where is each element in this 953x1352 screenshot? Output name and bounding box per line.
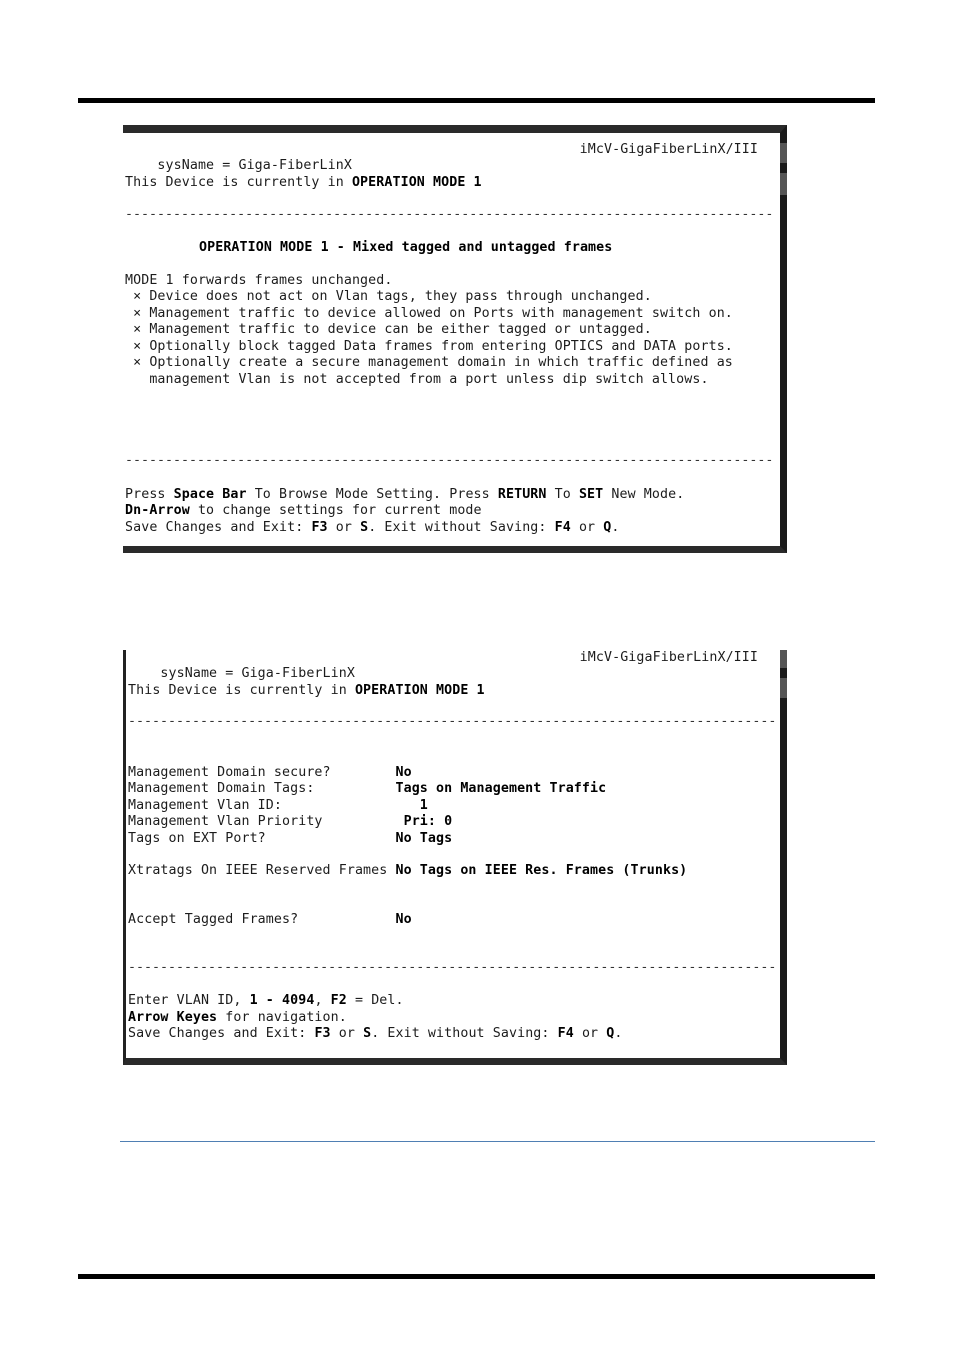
help-line-dn-arrow: Dn-Arrow to change settings for current mode (125, 503, 482, 518)
key-q: Q (606, 1026, 615, 1041)
sysname-line (125, 142, 780, 206)
setting-row-ext-port-tags[interactable]: Tags on EXT Port? No Tags (128, 831, 453, 846)
setting-row-vlan-id[interactable]: Management Vlan ID: 1 (128, 798, 428, 813)
setting-row-domain-secure[interactable]: Management Domain secure? No (128, 765, 412, 780)
page-top-rule (78, 98, 875, 103)
key-dn-arrow: Dn-Arrow (125, 503, 190, 518)
key-return: RETURN (497, 487, 547, 502)
page-bottom-rule (78, 1274, 875, 1279)
device-model: iMcV-GigaFiberLinX/III (579, 142, 758, 157)
separator: --------------------------------------------------------------------------------- (125, 453, 774, 468)
current-mode: OPERATION MODE 1 (354, 683, 485, 698)
scrollbar-thumb[interactable] (780, 143, 787, 163)
desc-line: × Device does not act on Vlan tags, they pass through unchanged. (125, 289, 652, 304)
terminal-screen-vlan-settings (123, 650, 787, 1065)
terminal-screen-operation-mode (123, 125, 787, 553)
key-f3: F3 (314, 1026, 331, 1041)
help-line-navigation: Arrow Keyes for navigation. (128, 1010, 347, 1025)
setting-value[interactable]: No Tags on IEEE Res. Frames (Trunks) (395, 863, 688, 878)
key-f4: F4 (557, 1026, 574, 1041)
desc-line: management Vlan is not accepted from a port unless dip switch allows. (125, 372, 709, 387)
scrollbar-thumb[interactable] (780, 650, 787, 668)
setting-value[interactable]: Tags on Management Traffic (395, 781, 607, 796)
key-s: S (360, 520, 369, 535)
setting-value[interactable]: 1 (395, 798, 428, 813)
key-arrow-keys: Arrow Keyes (128, 1010, 218, 1025)
setting-value[interactable]: No (395, 912, 412, 927)
help-line-vlan-id: Enter VLAN ID, 1 - 4094, F2 = Del. (128, 993, 404, 1008)
scrollbar-thumb[interactable] (780, 173, 787, 195)
sysname: sysName = Giga-FiberLinX (160, 666, 355, 681)
status-line: This Device is currently in OPERATION MODE 1 (125, 175, 482, 190)
help-line-browse: Press Space Bar To Browse Mode Setting. Press RETURN To SET New Mode. (125, 487, 685, 502)
key-f2: F2 (330, 993, 347, 1008)
key-space-bar: Space Bar (173, 487, 247, 502)
help-line-save: Save Changes and Exit: F3 or S. Exit without Saving: F4 or Q. (128, 1026, 623, 1041)
sysname: sysName = Giga-FiberLinX (157, 158, 352, 173)
key-s: S (363, 1026, 372, 1041)
desc-line: MODE 1 forwards frames unchanged. (125, 273, 393, 288)
mode-heading: OPERATION MODE 1 - Mixed tagged and untagged frames (199, 240, 613, 255)
desc-line: × Optionally create a secure management domain in which traffic defined as (125, 355, 733, 370)
status-line: This Device is currently in OPERATION MODE 1 (128, 683, 485, 698)
separator: --------------------------------------------------------------------------------- (128, 960, 777, 975)
key-q: Q (603, 520, 612, 535)
setting-row-accept-tagged[interactable]: Accept Tagged Frames? No (128, 912, 412, 927)
setting-row-vlan-priority[interactable]: Management Vlan Priority Pri: 0 (128, 814, 453, 829)
help-line-save: Save Changes and Exit: F3 or S. Exit without Saving: F4 or Q. (125, 520, 620, 535)
device-model: iMcV-GigaFiberLinX/III (579, 650, 758, 665)
desc-line: × Management traffic to device can be either tagged or untagged. (125, 322, 652, 337)
desc-line: × Management traffic to device allowed on Ports with management switch on. (125, 306, 733, 321)
setting-row-xtratags[interactable]: Xtratags On IEEE Reserved Frames No Tags on IEEE Res. Frames (Trunks) (128, 863, 688, 878)
setting-row-domain-tags[interactable]: Management Domain Tags: Tags on Management Traffic (128, 781, 607, 796)
setting-value[interactable]: No Tags (395, 831, 453, 846)
key-f4: F4 (554, 520, 571, 535)
sysname-line (128, 650, 780, 714)
scrollbar-thumb[interactable] (780, 678, 787, 698)
current-mode: OPERATION MODE 1 (351, 175, 482, 190)
key-f3: F3 (311, 520, 328, 535)
separator: --------------------------------------------------------------------------------- (125, 207, 774, 222)
setting-value[interactable]: Pri: 0 (395, 814, 453, 829)
section-divider (120, 1141, 875, 1142)
setting-value[interactable]: No (395, 765, 412, 780)
separator: --------------------------------------------------------------------------------- (128, 714, 777, 729)
desc-line: × Optionally block tagged Data frames from entering OPTICS and DATA ports. (125, 339, 733, 354)
